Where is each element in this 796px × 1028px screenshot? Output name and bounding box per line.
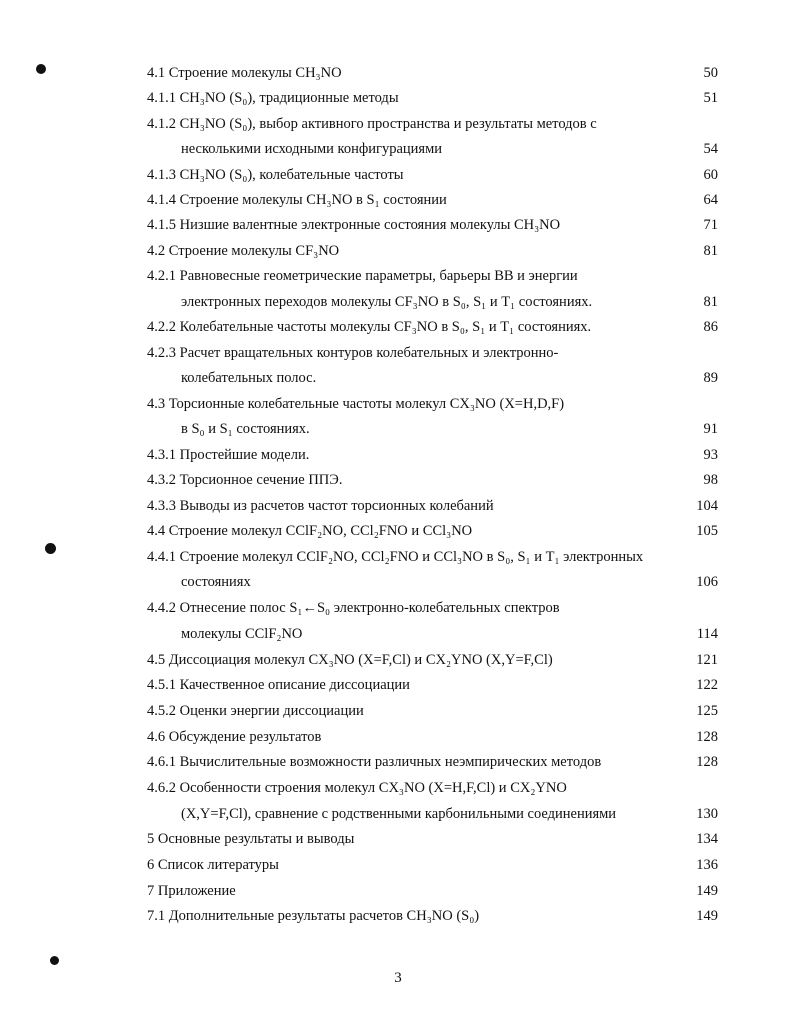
- toc-entry-text: 4.2 Строение молекулы CF₃NO: [147, 243, 340, 259]
- toc-entry-text: 4.2.2 Колебательные частоты молекулы CF₃NO в S₀, S₁ и T₁ состояниях.: [147, 319, 592, 335]
- toc-entry-text: 4.2.1 Равновесные геометрические параметры, барьеры ВВ и энергии: [147, 268, 578, 284]
- scan-speck: [50, 956, 59, 965]
- toc-entry-page: 54: [703, 141, 718, 157]
- toc-entry-text: в S₀ и S₁ состояниях.: [181, 421, 310, 437]
- toc-entry-page: 64: [703, 192, 718, 208]
- toc-entry-text: 7.1 Дополнительные результаты расчетов CH₃NO (S₀): [147, 908, 480, 924]
- toc-entry-text: 4.6 Обсуждение результатов: [147, 729, 322, 745]
- toc-entry-page: 81: [703, 294, 718, 310]
- toc-entry-text: 4.1.3 CH₃NO (S₀), колебательные частоты: [147, 167, 404, 183]
- toc-entry-page: 93: [703, 447, 718, 463]
- toc-entry-text: молекулы CClF₂NO: [181, 626, 303, 642]
- toc-entry-text: 4.5 Диссоциация молекул CX₃NO (X=F,Cl) и CX₂YNO (X,Y=F,Cl): [147, 652, 553, 668]
- toc-entry-page: 122: [696, 677, 718, 693]
- toc-entry-page: 128: [696, 754, 718, 770]
- toc-entry-page: 130: [696, 806, 718, 822]
- toc-entry-page: 89: [703, 370, 718, 386]
- toc-entry-page: 121: [696, 652, 718, 668]
- toc-entry-page: 104: [696, 498, 718, 514]
- toc-entry-text: 6 Список литературы: [147, 857, 279, 873]
- toc-entry-text: электронных переходов молекулы CF₃NO в S₀, S₁ и T₁ состояниях.: [181, 294, 593, 310]
- toc-entry-page: 128: [696, 729, 718, 745]
- toc-entry-page: 50: [703, 65, 718, 81]
- toc-entry-page: 51: [703, 90, 718, 106]
- toc-entry-text: 4.5.1 Качественное описание диссоциации: [147, 677, 410, 693]
- toc-entry-text: 4.3.3 Выводы из расчетов частот торсионных колебаний: [147, 498, 494, 514]
- toc-entry-text: 4.1 Строение молекулы CH₃NO: [147, 65, 342, 81]
- toc-entry-page: 105: [696, 523, 718, 539]
- toc-entry-page: 134: [696, 831, 718, 847]
- toc-entry-text: 4.3 Торсионные колебательные частоты молекул CX₃NO (X=H,D,F): [147, 396, 565, 412]
- toc-entry-text: несколькими исходными конфигурациями: [181, 141, 443, 157]
- toc-entry-page: 136: [696, 857, 718, 873]
- toc-entry-text: 4.3.1 Простейшие модели.: [147, 447, 310, 463]
- toc-entry-page: 98: [703, 472, 718, 488]
- toc-entry-text: 4.6.1 Вычислительные возможности различных неэмпирических методов: [147, 754, 602, 770]
- toc-entry-text: состояниях: [181, 574, 251, 590]
- toc-entry-text: 4.4 Строение молекул CClF₂NO, CCl₂FNO и CCl₃NO: [147, 523, 473, 539]
- toc-entry-page: 125: [696, 703, 718, 719]
- toc-entry-page: 86: [703, 319, 718, 335]
- toc-entry-page: 71: [703, 217, 718, 233]
- toc-entry-text: 7 Приложение: [147, 883, 236, 899]
- toc-entry-page: 149: [696, 883, 718, 899]
- toc-entry-text: (X,Y=F,Cl), сравнение с родственными карбонильными соединениями: [181, 806, 617, 822]
- toc-entry-text: колебательных полос.: [181, 370, 317, 386]
- toc-entry-page: 60: [703, 167, 718, 183]
- toc-entry-page: 114: [696, 626, 718, 642]
- toc-entry-text: 4.4.2 Отнесение полос S₁←S₀ электронно-колебательных спектров: [147, 600, 560, 616]
- toc-entry-text: 4.2.3 Расчет вращательных контуров колебательных и электронно-: [147, 345, 559, 361]
- toc-entry-page: 81: [703, 243, 718, 259]
- toc-entry-page: 91: [703, 421, 718, 437]
- toc-entry-text: 4.1.5 Низшие валентные электронные состояния молекулы CH₃NO: [147, 217, 561, 233]
- toc-entry-text: 4.3.2 Торсионное сечение ППЭ.: [147, 472, 343, 488]
- toc-entry-text: 4.5.2 Оценки энергии диссоциации: [147, 703, 364, 719]
- scan-speck: [45, 543, 56, 554]
- toc-entry-page: 106: [696, 574, 718, 590]
- toc-entry-text: 4.1.4 Строение молекулы CH₃NO в S₁ состоянии: [147, 192, 447, 208]
- toc-entry-page: 149: [696, 908, 718, 924]
- page-number: 3: [394, 970, 402, 986]
- scan-speck: [36, 64, 46, 74]
- toc-entry-text: 4.4.1 Строение молекул CClF₂NO, CCl₂FNO и CCl₃NO в S₀, S₁ и T₁ электронных: [147, 549, 644, 565]
- toc-entry-text: 5 Основные результаты и выводы: [147, 831, 355, 847]
- toc-entry-text: 4.1.1 CH₃NO (S₀), традиционные методы: [147, 90, 399, 106]
- toc-entry-text: 4.1.2 CH₃NO (S₀), выбор активного пространства и результаты методов с: [147, 116, 597, 132]
- toc-entry-text: 4.6.2 Особенности строения молекул CX₃NO (X=H,F,Cl) и CX₂YNO: [147, 780, 567, 796]
